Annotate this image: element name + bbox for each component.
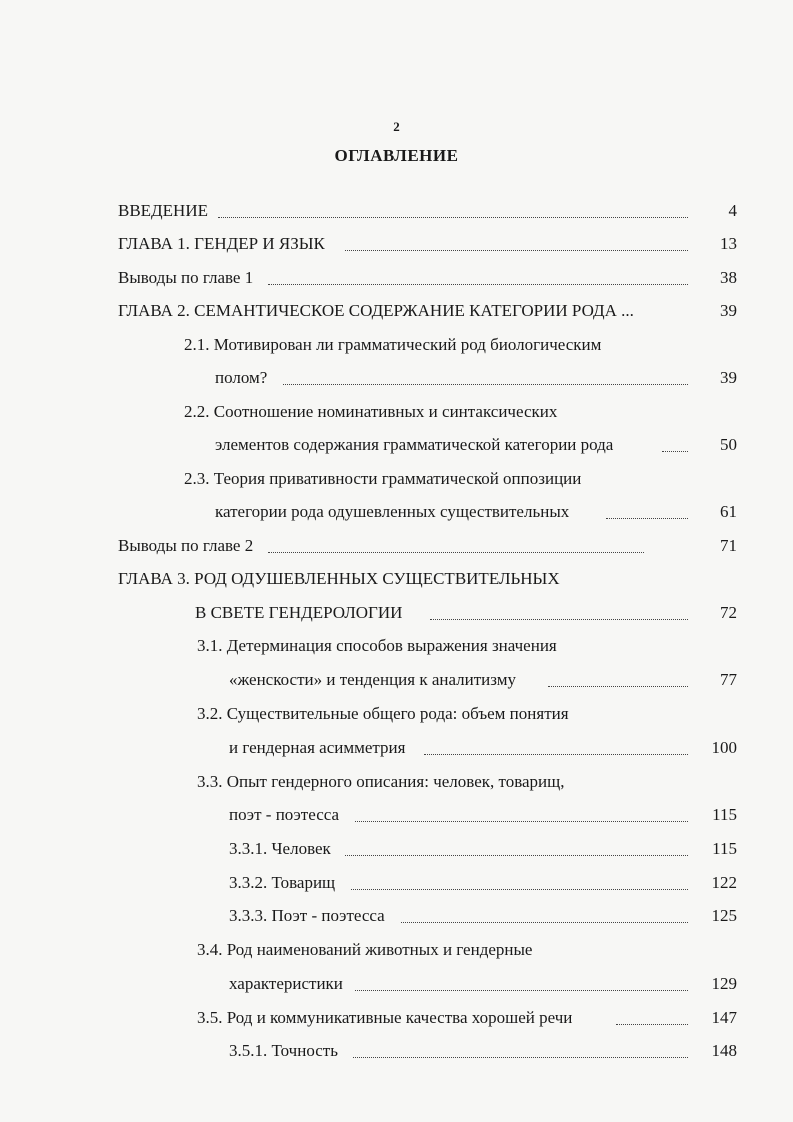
toc-entry-3-5-1[interactable] [0,1039,793,1063]
dot-leader [606,504,688,519]
toc-entry-2-3-line1[interactable] [0,467,793,491]
toc-entry-3-3-2[interactable] [0,871,793,895]
toc-entry-introduction[interactable] [0,199,793,223]
toc-entry-page: 39 [720,301,737,320]
toc-entry-label: 3.3.1. Человек [229,839,331,858]
toc-entry-page: 61 [720,502,737,521]
dot-leader [283,370,688,385]
toc-entry-label: 3.4. Род наименований животных и гендерные [197,940,533,959]
toc-entry-label: характеристики [229,974,343,993]
toc-entry-3-2-line2[interactable] [0,736,793,760]
dot-leader [548,672,688,687]
toc-entry-page: 50 [720,435,737,454]
toc-entry-page: 129 [711,974,737,993]
toc-entry-2-1-line1[interactable] [0,333,793,357]
toc-entry-page: 115 [712,839,737,858]
toc-entry-3-3-3[interactable] [0,904,793,928]
dot-leader [218,203,688,218]
dot-leader [351,875,688,890]
toc-entry-label: поэт - поэтесса [229,805,340,824]
toc-entry-page: 148 [711,1041,737,1060]
toc-entry-page: 100 [711,738,737,757]
toc-entry-page: 39 [720,368,737,387]
toc-entry-3-5[interactable] [0,1006,793,1030]
toc-entry-label: В СВЕТЕ ГЕНДЕРОЛОГИИ [195,603,403,622]
toc-entry-label: 3.3.3. Поэт - поэтесса [229,906,385,925]
toc-entry-page: 13 [720,234,737,253]
dot-leader [355,807,688,822]
toc-entry-label: 3.3.2. Товарищ [229,873,336,892]
toc-entry-page: 38 [720,268,737,287]
dot-leader [268,538,644,553]
toc-entry-label: категории рода одушевленных существительных [215,502,570,521]
toc-entry-chapter1[interactable] [0,232,793,256]
toc-entry-label: 2.2. Соотношение номинативных и синтаксических [184,402,558,421]
toc-entry-3-2-line1[interactable] [0,702,793,726]
dot-leader [424,740,688,755]
toc-entry-page: 72 [720,603,737,622]
toc-entry-3-4-line1[interactable] [0,938,793,962]
toc-entry-chapter2[interactable] [0,299,793,323]
toc-entry-page: 122 [711,873,737,892]
toc-entry-page: 115 [712,805,737,824]
toc-entry-2-2-line1[interactable] [0,400,793,424]
dot-leader [345,236,688,251]
toc-entry-page: 147 [711,1008,737,1027]
toc-entry-2-3-line2[interactable] [0,500,793,524]
toc-entry-3-1-line2[interactable] [0,668,793,692]
toc-entry-3-1-line1[interactable] [0,634,793,658]
toc-entry-2-1-line2[interactable] [0,366,793,390]
toc-entry-label: ГЛАВА 3. РОД ОДУШЕВЛЕННЫХ СУЩЕСТВИТЕЛЬНЫХ [118,569,560,588]
dot-leader [268,270,688,285]
toc-entry-page: 71 [720,536,737,555]
page-number: 2 [393,119,400,134]
toc-entry-3-3-1[interactable] [0,837,793,861]
toc-entry-label: 3.5.1. Точность [229,1041,338,1060]
toc-entry-label: 3.2. Существительные общего рода: объем понятия [197,704,569,723]
toc-entry-label: ГЛАВА 1. ГЕНДЕР И ЯЗЫК [118,234,325,253]
toc-entry-chapter3-line1[interactable] [0,567,793,591]
toc-entry-label: 3.1. Детерминация способов выражения значения [197,636,557,655]
toc-entry-3-3-line1[interactable] [0,770,793,794]
toc-entry-label: «женскости» и тенденция к аналитизму [229,670,517,689]
toc-entry-label: 2.3. Теория привативности грамматической оппозиции [184,469,582,488]
toc-entry-3-3-line2[interactable] [0,803,793,827]
toc-entry-label: ВВЕДЕНИЕ [118,201,208,220]
toc-entry-conclusions2[interactable] [0,534,793,558]
toc-entry-3-4-line2[interactable] [0,972,793,996]
toc-title: ОГЛАВЛЕНИЕ [334,146,459,165]
toc-entry-label: 3.5. Род и коммуникативные качества хорошей речи [197,1008,573,1027]
toc-entry-label: Выводы по главе 1 [118,268,254,287]
toc-entry-label: 2.1. Мотивирован ли грамматический род биологическим [184,335,602,354]
toc-entry-page: 4 [728,201,737,220]
toc-entry-page: 125 [711,906,737,925]
toc-entry-label: элементов содержания грамматической категории рода [215,435,614,454]
toc-entry-label: и гендерная асимметрия [229,738,406,757]
toc-entry-label: ГЛАВА 2. СЕМАНТИЧЕСКОЕ СОДЕРЖАНИЕ КАТЕГОРИИ РОДА ... [118,301,634,320]
toc-entry-label: полом? [215,368,268,387]
toc-entry-chapter3-line2[interactable] [0,601,793,625]
toc-entry-label: Выводы по главе 2 [118,536,254,555]
toc-entry-2-2-line2[interactable] [0,433,793,457]
dot-leader [345,841,688,856]
dot-leader [401,908,688,923]
toc-entry-label: 3.3. Опыт гендерного описания: человек, товарищ, [197,772,565,791]
toc-entry-page: 77 [720,670,737,689]
dot-leader [355,976,688,991]
dot-leader [353,1043,688,1058]
toc-entry-conclusions1[interactable] [0,266,793,290]
dot-leader [430,605,688,620]
